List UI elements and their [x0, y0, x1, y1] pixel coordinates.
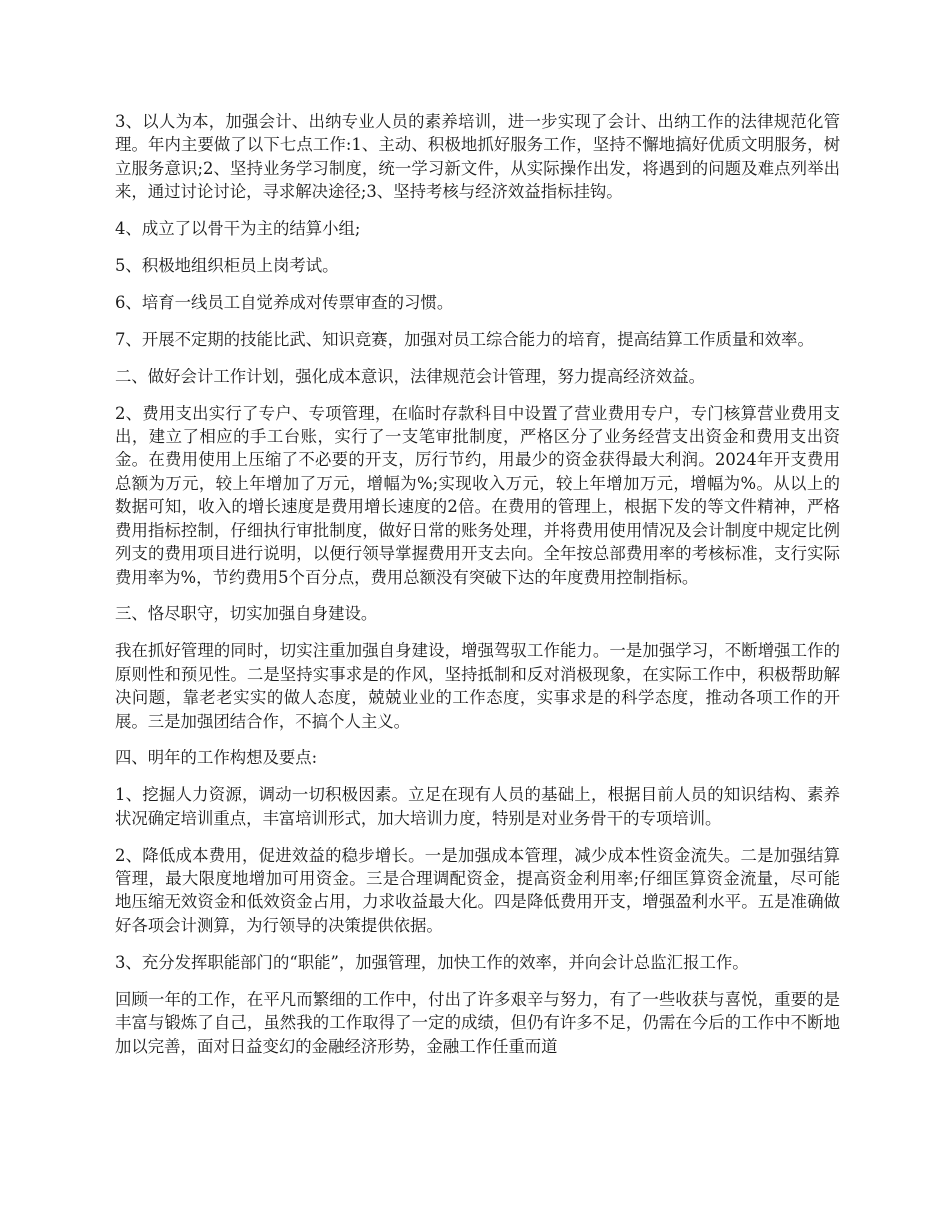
- paragraph-item-6: 6、培育一线员工自觉养成对传票审查的习惯。: [115, 292, 454, 312]
- paragraph-review: 回顾一年的工作，在平凡而繁细的工作中，付出了许多艰辛与努力，有了一些收获与喜悦，重要的是丰富与锻炼了自己，虽然我的工作取得了一定的成绩，但仍有许多不足，仍需在今后的工作中不断地加以完善，面对日益变幻的金融经济形势，金融工作任重而道: [115, 989, 840, 1056]
- section-heading-4: 四、明年的工作构想及要点:: [115, 748, 318, 768]
- paragraph-item-4: 4、成立了以骨干为主的结算小组;: [115, 219, 361, 239]
- paragraph-item-7: 7、开展不定期的技能比武、知识竞赛，加强对员工综合能力的培育，提高结算工作质量和效率。: [115, 329, 814, 349]
- paragraph-plan-2: 2、降低成本费用，促进效益的稳步增长。一是加强成本管理，减少成本性资金流失。二是加强结算管理，最大限度地增加可用资金。三是合理调配资金，提高资金利用率;仔细匡算资金流量，尽可能地压缩无效资金和低效资金占用，力求收益最大化。四是降低费用开支，增强盈利水平。五是准确做好各项会计测算，为行领导的决策提供依据。: [115, 845, 840, 935]
- document-body: [115, 110, 840, 1071]
- paragraph-plan-1: 1、挖掘人力资源，调动一切积极因素。立足在现有人员的基础上，根据目前人员的知识结构、素养状况确定培训重点，丰富培训形式，加大培训力度，特别是对业务骨干的专项培训。: [115, 785, 840, 828]
- paragraph-item-3: 3、以人为本，加强会计、出纳专业人员的素养培训，进一步实现了会计、出纳工作的法律规范化管理。年内主要做了以下七点工作:1、主动、积极地抓好服务工作，坚持不懈地搞好优质文明服务，树立服务意识;2、坚持业务学习制度，统一学习新文件，从实际操作出发，将遇到的问题及难点列举出来，通过讨论讨论，寻求解决途径;3、坚持考核与经济效益指标挂钩。: [115, 112, 840, 202]
- section-heading-2: 二、做好会计工作计划，强化成本意识，法律规范会计管理，努力提高经济效益。: [115, 366, 706, 386]
- section-heading-3: 三、恪尽职守，切实加强自身建设。: [115, 604, 378, 624]
- paragraph-self-development: 我在抓好管理的同时，切实注重加强自身建设，增强驾驭工作能力。一是加强学习，不断增强工作的原则性和预见性。二是坚持实事求是的作风，坚持抵制和反对消极现象，在实际工作中，积极帮助解决问题，靠老老实实的做人态度，兢兢业业的工作态度，实事求是的科学态度，推动各项工作的开展。三是加强团结合作，不搞个人主义。: [115, 641, 840, 731]
- paragraph-plan-3: 3、充分发挥职能部门的“职能”，加强管理，加快工作的效率，并向会计总监汇报工作。: [115, 952, 749, 972]
- paragraph-expense-management: 2、费用支出实行了专户、专项管理，在临时存款科目中设置了营业费用专户，专门核算营业费用支出，建立了相应的手工台账，实行了一支笔审批制度，严格区分了业务经营支出资金和费用支出资金。在费用使用上压缩了不必要的开支，厉行节约，用最少的资金获得最大利润。2024年开支费用总额为万元，较上年增加了万元，增幅为%;实现收入万元，较上年增加万元，增幅为%。从以上的数据可知，收入的增长速度是费用增长速度的2倍。在费用的管理上，根据下发的等文件精神，严格费用指标控制，仔细执行审批制度，做好日常的账务处理，并将费用使用情况及会计制度中规定比例列支的费用项目进行说明，以便行领导掌握费用开支去向。全年按总部费用率的考核标准，支行实际费用率为%，节约费用5个百分点，费用总额没有突破下达的年度费用控制指标。: [115, 403, 840, 587]
- paragraph-item-5: 5、积极地组织柜员上岗考试。: [115, 256, 339, 276]
